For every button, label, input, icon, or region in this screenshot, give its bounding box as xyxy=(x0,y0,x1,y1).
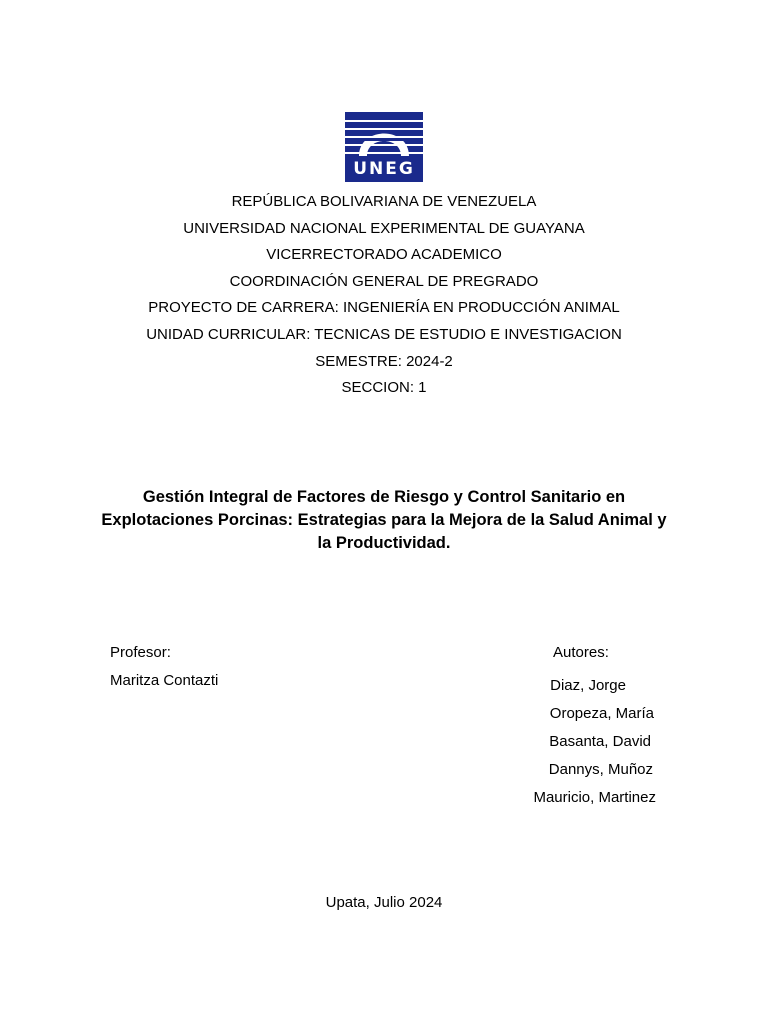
author-name: Basanta, David xyxy=(549,733,651,750)
author-name: Dannys, Muñoz xyxy=(548,761,653,778)
author-name: Mauricio, Martinez xyxy=(533,789,656,806)
uneg-logo xyxy=(345,112,423,182)
header-line-course: UNIDAD CURRICULAR: TECNICAS DE ESTUDIO E INVESTIGACION xyxy=(146,325,622,343)
header-line-section: SECCION: 1 xyxy=(341,379,427,397)
authors-list xyxy=(500,672,656,812)
header-line-country: REPÚBLICA BOLIVARIANA DE VENEZUELA xyxy=(231,193,537,210)
header-line-vicerrectorado: VICERRECTORADO ACADEMICO xyxy=(266,246,502,264)
professor-label: Profesor: xyxy=(110,644,171,661)
header-line-semester: SEMESTRE: 2024-2 xyxy=(315,352,453,370)
header-line-career: PROYECTO DE CARRERA: INGENIERÍA EN PRODUCCIÓN ANIMAL xyxy=(148,299,620,317)
authors-label: Autores: xyxy=(553,644,609,661)
institution-header xyxy=(0,189,768,402)
header-line-university: UNIVERSIDAD NACIONAL EXPERIMENTAL DE GUAYANA xyxy=(183,219,585,237)
author-name: Diaz, Jorge xyxy=(550,677,626,694)
place-date: Upata, Julio 2024 xyxy=(325,894,443,911)
document-title: Gestión Integral de Factores de Riesgo y Control Sanitario en Explotaciones Porcinas: Estrategias para la Mejora de la Salud Animal y la Productividad. xyxy=(101,488,667,552)
logo-text: UNEG xyxy=(353,159,415,179)
author-name: Oropeza, María xyxy=(549,705,654,722)
header-line-coordination: COORDINACIÓN GENERAL DE PREGRADO xyxy=(229,272,539,290)
professor-name: Maritza Contazti xyxy=(110,672,219,689)
